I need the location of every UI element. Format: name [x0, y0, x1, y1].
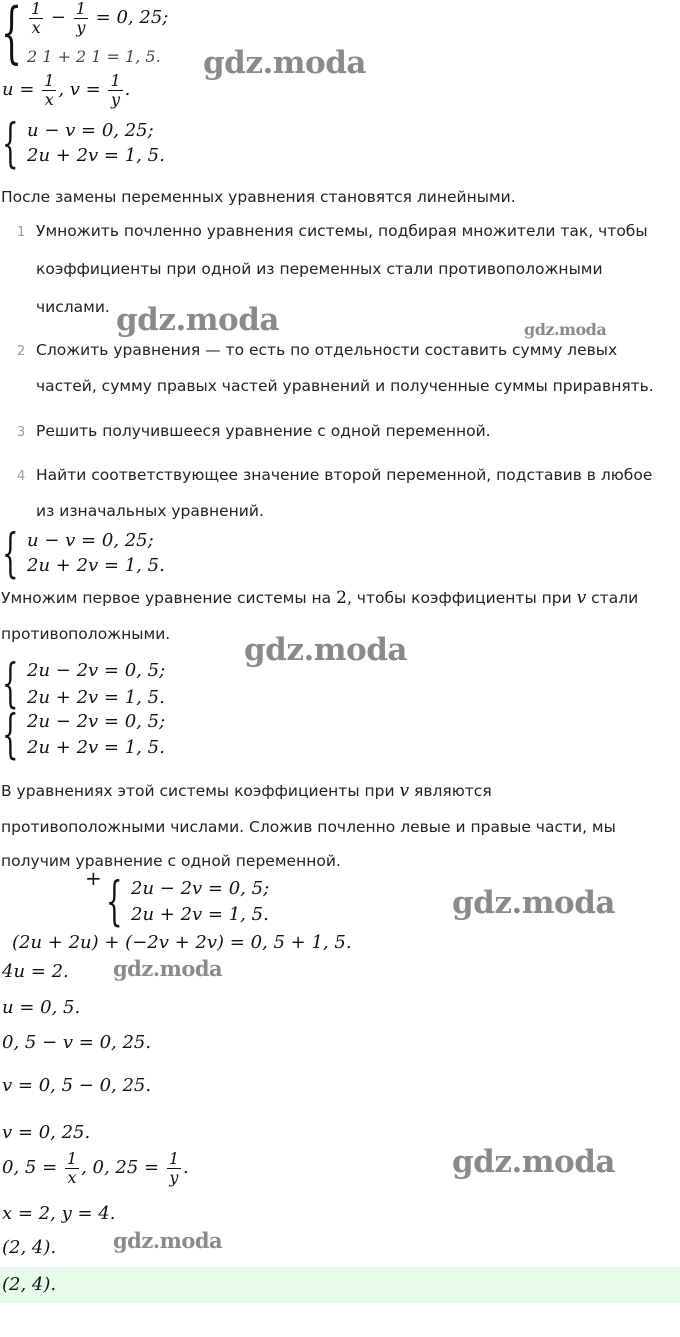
step-text: Решить получившееся уравнение с одной переменной.: [36, 422, 491, 440]
system1-brace: {: [1, 0, 22, 71]
watermark: gdz.moda: [113, 956, 223, 981]
system4-brace: {: [2, 654, 19, 714]
system5-eq2: 2u + 2v = 1, 5.: [27, 737, 165, 758]
system4-eq2: 2u + 2v = 1, 5.: [27, 687, 165, 708]
system1-eq2-clipped: 2 1 + 2 1 = 1, 5.: [27, 49, 161, 66]
system1-eq1: $\frac{1}{x}$ − $\frac{1}{y}$ = 0, 25;: [31, 0, 169, 37]
solution-v2: v = 0, 25.: [2, 1122, 91, 1143]
watermark: gdz.moda: [203, 45, 366, 81]
multiply-text-line2: противоположными.: [1, 625, 171, 643]
step-text: Сложить уравнения — то есть по отдельности составить сумму левых: [36, 341, 618, 359]
sum-system-eq2: 2u + 2v = 1, 5.: [131, 904, 269, 925]
step-text: из изначальных уравнений.: [36, 502, 264, 520]
coeff-text-line3: получим уравнение с одной переменной.: [1, 852, 341, 870]
substitution-line: u = $\frac{1}{x}$ , v = $\frac{1}{y}$ .: [2, 71, 131, 109]
system2-brace: {: [2, 114, 19, 174]
solution-u: u = 0, 5.: [2, 997, 81, 1018]
step-text: частей, сумму правых частей уравнений и полученные суммы приравнять.: [36, 377, 654, 395]
system3-brace: {: [2, 524, 19, 584]
step-number: 2: [17, 344, 26, 359]
system3-eq2: 2u + 2v = 1, 5.: [27, 555, 165, 576]
solution-v1: v = 0, 5 − 0, 25.: [2, 1075, 152, 1096]
answer-bar: [0, 1267, 680, 1303]
solution-4u: 4u = 2.: [2, 961, 69, 982]
solution-sub: 0, 5 − v = 0, 25.: [2, 1032, 152, 1053]
watermark: gdz.moda: [244, 632, 407, 668]
coeff-text-line2: противоположными числами. Сложив почленно левые и правые части, мы: [1, 818, 616, 836]
step-number: 1: [17, 225, 26, 240]
solution-xy: x = 2, y = 4.: [2, 1203, 116, 1224]
system2-eq2: 2u + 2v = 1, 5.: [27, 145, 165, 166]
system3-eq1: u − v = 0, 25;: [27, 530, 154, 551]
answer-value: (2, 4).: [2, 1274, 57, 1295]
sum-plus: +: [85, 866, 102, 890]
sum-system-eq1: 2u − 2v = 0, 5;: [131, 878, 270, 899]
note-linear: После замены переменных уравнения становятся линейными.: [1, 188, 516, 206]
watermark: gdz.moda: [452, 885, 615, 921]
step-number: 3: [17, 425, 26, 440]
step-number: 4: [17, 469, 26, 484]
system5-eq1: 2u − 2v = 0, 5;: [27, 711, 166, 732]
watermark: gdz.moda: [113, 1228, 223, 1253]
coeff-text-line1: В уравнениях этой системы коэффициенты при v являются: [1, 781, 492, 801]
watermark: gdz.moda: [452, 1144, 615, 1180]
step-text: числами.: [36, 298, 110, 316]
solution-sum: (2u + 2u) + (−2v + 2v) = 0, 5 + 1, 5.: [12, 932, 352, 953]
step-text: Найти соответствующее значение второй переменной, подставив в любое: [36, 466, 653, 484]
multiply-text-line1: Умножим первое уравнение системы на 2, чтобы коэффициенты при v стали: [1, 588, 639, 608]
solution-back: 0, 5 = $\frac{1}{x}$ , 0, 25 = $\frac{1}{y}$ .: [2, 1149, 189, 1187]
watermark: gdz.moda: [116, 302, 279, 338]
system2-eq1: u − v = 0, 25;: [27, 120, 154, 141]
step-text: Умножить почленно уравнения системы, подбирая множители так, чтобы: [36, 222, 648, 240]
system5-brace: {: [2, 705, 19, 765]
watermark: gdz.moda: [524, 320, 607, 339]
solution-pair: (2, 4).: [2, 1237, 57, 1258]
sum-system-brace: {: [106, 872, 123, 932]
step-text: коэффициенты при одной из переменных стали противоположными: [36, 260, 603, 278]
system4-eq1: 2u − 2v = 0, 5;: [27, 660, 166, 681]
